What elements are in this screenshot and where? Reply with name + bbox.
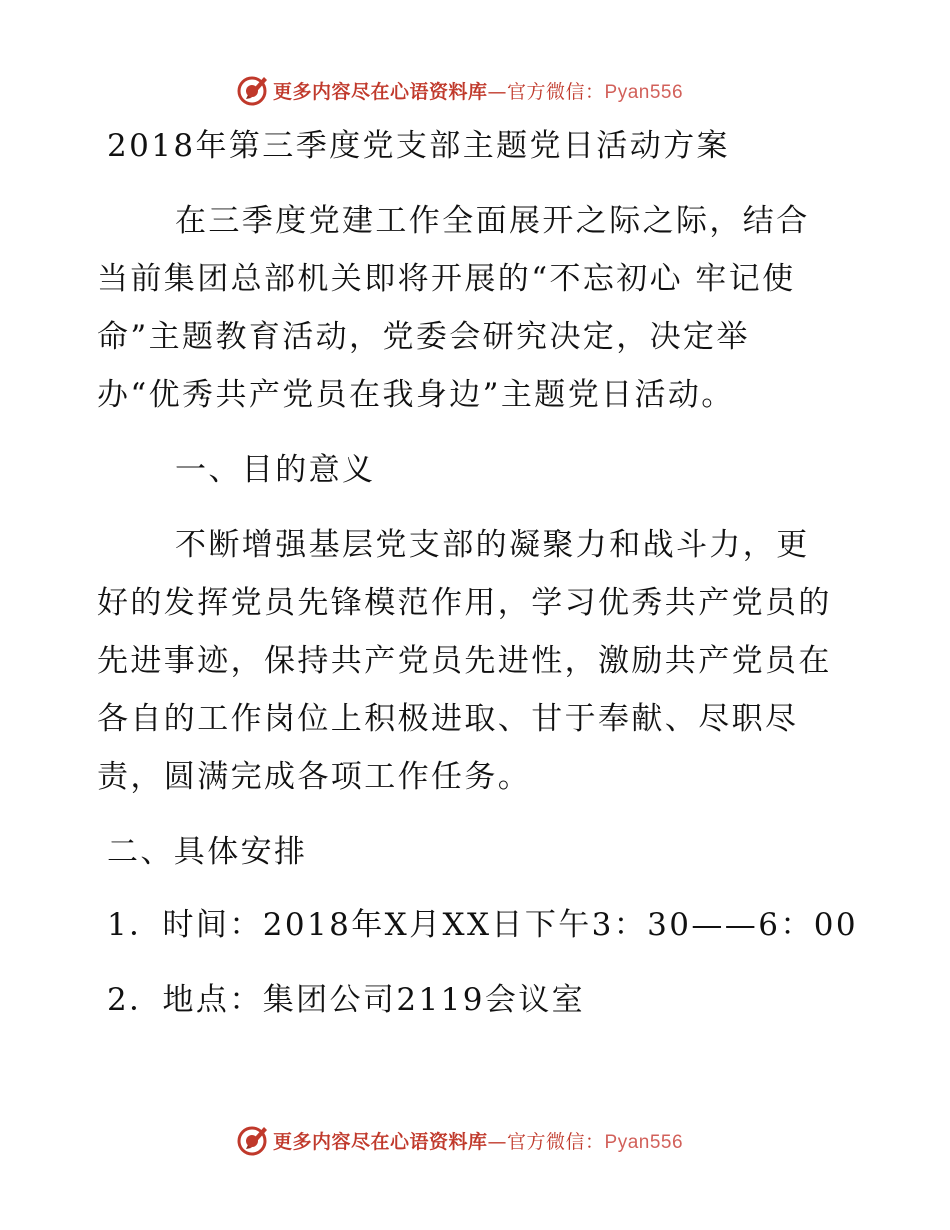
watermark-link[interactable]: 更多内容尽在心语资料库 [273, 1130, 488, 1153]
arrangement-item-location: 2．地点：集团公司2119会议室 [107, 982, 586, 1018]
watermark-text [273, 1127, 683, 1154]
purpose-line-1: 不断增强基层党支部的凝聚力和战斗力，更 [175, 527, 810, 563]
purpose-line-2: 好的发挥党员先锋模范作用，学习优秀共产党员的 [97, 585, 832, 621]
section-heading-purpose: 一、目的意义 [175, 452, 376, 488]
purpose-line-3: 先进事迹，保持共产党员先进性，激励共产党员在 [97, 643, 832, 679]
intro-line-2: 当前集团总部机关即将开展的“不忘初心 牢记使 [97, 261, 796, 297]
watermark-separator: — [487, 1130, 508, 1153]
watermark-official-label: 官方微信： [507, 80, 605, 103]
section-heading-arrangement: 二、具体安排 [107, 834, 308, 870]
watermark-link[interactable]: 更多内容尽在心语资料库 [273, 80, 488, 103]
purpose-line-5: 责，圆满完成各项工作任务。 [97, 759, 532, 795]
pen-logo-icon [236, 73, 270, 107]
intro-line-1: 在三季度党建工作全面展开之际之际，结合 [175, 203, 810, 239]
watermark-account-id: Pyan556 [604, 1131, 684, 1153]
document-title: 2018年第三季度党支部主题党日活动方案 [107, 128, 730, 164]
watermark-official-label: 官方微信： [507, 1130, 605, 1153]
watermark-banner-bottom [236, 1121, 683, 1159]
watermark-banner-top [236, 71, 683, 109]
watermark-text [273, 77, 683, 104]
arrangement-item-time: 1．时间：2018年X月XX日下午3：30——6：00 [107, 907, 858, 943]
intro-line-4: 办“优秀共产党员在我身边”主题党日活动。 [97, 377, 735, 413]
intro-line-3: 命”主题教育活动，党委会研究决定，决定举 [97, 319, 750, 355]
watermark-separator: — [487, 80, 508, 103]
purpose-line-4: 各自的工作岗位上积极进取、甘于奉献、尽职尽 [97, 701, 799, 737]
pen-logo-icon [236, 1123, 270, 1157]
watermark-account-id: Pyan556 [604, 81, 684, 103]
